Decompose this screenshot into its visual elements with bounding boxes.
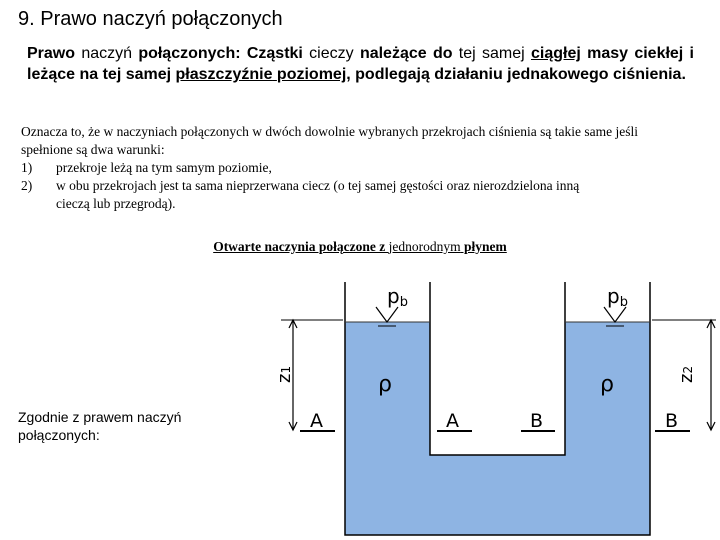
point-a-left-label: A [310,410,323,432]
z2-label: z2 [676,365,697,383]
condition-text: cieczą lub przegrodą). [56,196,176,211]
def-part: należące do [359,45,453,62]
def-underlined: poziomej [276,66,347,83]
point-a-right-label: A [446,410,459,432]
def-part: Prawo [27,45,76,62]
density-label-left: ρ [378,372,392,397]
pressure-label-right: pb [607,284,628,310]
density-label-right: ρ [600,372,614,397]
point-b-right-label: B [665,410,679,432]
point-b-left-label: B [530,410,544,432]
condition-number: 2) [21,178,33,193]
caption-bold: Otwarte naczynia połączone z [213,239,389,254]
caption-plain: jednorodnym [388,239,461,254]
condition-text: przekroje leżą na tym samym poziomie, [56,160,272,175]
slide-title: 9. Prawo naczyń połączonych [18,8,283,30]
def-part: połączonych: Cząstki [138,45,303,62]
def-part: tej samej [452,45,531,62]
def-underlined: ciągłej [530,45,581,62]
z1-label: z1 [274,365,295,383]
condition-number: 1) [21,160,33,175]
def-part: , podlegają działaniu jednakowego ciśnienia. [346,66,686,83]
def-part: masy ciekłej i leżące na tej samej [27,45,694,83]
pressure-label-left: pb [387,284,408,310]
def-part: naczyń [75,45,139,62]
bottom-text: Zgodnie z prawem naczyń połączonych: [18,409,182,443]
def-part: cieczy [302,45,360,62]
caption-end: płynem [460,239,507,254]
condition-text: w obu przekrojach jest ta sama nieprzerwana ciecz (o tej samej gęstości oraz nierozdzielona inną [56,178,580,193]
explanation-intro: Oznacza to, że w naczyniach połączonych w dwóch dowolnie wybranych przekrojach ciśnienia są takie same jeśli spełnione są dwa warunki: [21,124,638,157]
surface-marker-left-icon [376,307,398,322]
fluid-body [345,322,650,535]
def-underlined: płaszczyźnie [175,66,273,83]
